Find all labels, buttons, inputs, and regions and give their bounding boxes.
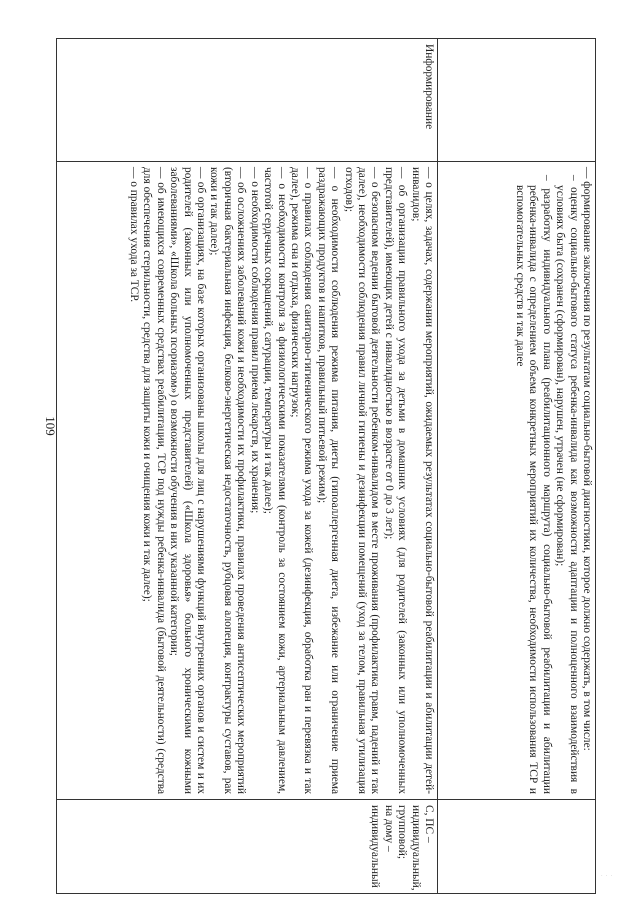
- table-cell-form: [438, 800, 596, 894]
- corner-marks: · · ·: [601, 874, 614, 879]
- form-line: на дому –: [382, 805, 395, 852]
- content-line: — о необходимости контроля за физиологическими показателями (контроль за состоянием кожи, артериальным давлением, частотой сердечных сокращений, сатурации, температуры и так далее);: [262, 167, 288, 794]
- form-line: индивидуальный, групповой;: [396, 805, 422, 891]
- content-line: — о целях, задачах, содержании мероприятий, ожидаемых результатах социально-бытовой реабилитации и абилитации детей-инвалидов;: [409, 167, 435, 794]
- content-line: — об организациях, на базе которых организованы школы для лиц с нарушениями функций внутренних органов и систем и их родителей (законных или уполномоченных представителей) («Школа здоровья» больного хроническими кожными заболеваниями», «Школа больных псориазом») о возможности обучения в них указанной категории;: [168, 167, 208, 794]
- table-row: [57, 39, 438, 894]
- content-line: — о необходимости соблюдения правил приема лекарств, их хранения;: [248, 167, 261, 514]
- content-line: — о безопасном ведении бытовой деятельности ребенком-инвалидом в месте проживания (профилактика травм, падений и так далее), необходимости соблюдения правил личной гигиены и дезинфекции помещений (уход за телом, правильная утилизация отходов);: [342, 167, 382, 794]
- table-cell-form: [57, 800, 438, 894]
- rotated-table-wrapper: [56, 38, 596, 894]
- content-line: — об организации правильного ухода за детьми в домашних условиях (для родителей (законных или уполномоченных представителей), имеющих детей с инвалидностью в возрасте от 0 до 3 лет);: [382, 167, 409, 794]
- table-cell-section: [438, 39, 596, 162]
- table-cell-content: [57, 162, 438, 800]
- page-number: 109: [43, 416, 58, 436]
- form-line: индивидуальный: [369, 805, 382, 888]
- table-cell-section: Информирование: [57, 39, 438, 162]
- content-line: — формирование заключения по результатам социально-бытовой диагностики, которое должно содержать, в том числе:: [581, 167, 593, 751]
- content-line: — о необходимости соблюдения режима питания, диеты (гипоаллергенная диета, избежание или ограничение приема раздражающих продуктов и напитков, правильный питьевой режим);: [315, 167, 342, 794]
- content-line: — о правилах соблюдения санитарно-гигиенического режима ухода за кожей (дезинфекция, обработка ран и перевязка и так далее), режима сна и отдыха, физических нагрузок;: [288, 167, 315, 794]
- form-line: С, ПС –: [423, 805, 435, 843]
- table-cell-content: [438, 162, 596, 800]
- table-row: [438, 39, 596, 894]
- content-line: – оценку социально-бытового статуса ребенка-инвалида как возможности адаптации и полноценного взаимодействия в условиях быта (сохранен (сформирован), нарушен, утрачен (не сформирован);: [554, 175, 580, 794]
- content-line: — о правилах ухода за ТСР.: [128, 167, 141, 303]
- content-line: – разработку индивидуального плана (реабилитационного маршрута) социально-бытовой реабилитации и абилитации ребенка-инвалида с определением объема конкретных мероприятий их количества, необходимости использования ТСР и вспомогательных средств и так далее: [513, 175, 553, 794]
- rehabilitation-table: [56, 38, 596, 894]
- content-line: — об осложнениях заболеваний кожи и необходимости их профилактики, правилах проведения антисептических мероприятий (вторичная бактериальная инфекция, белково-энергетическая недостаточность, рубцовая алопеция, контрактуры суставов, рак кожи и так далее);: [208, 167, 248, 794]
- content-line: — об имеющихся современных средствах реабилитации, ТСР под нужды ребенка-инвалида (бытовой деятельности) (средства для обеспечения стерильности, средства для защиты кожи и очищения кожи и так далее);: [141, 167, 167, 794]
